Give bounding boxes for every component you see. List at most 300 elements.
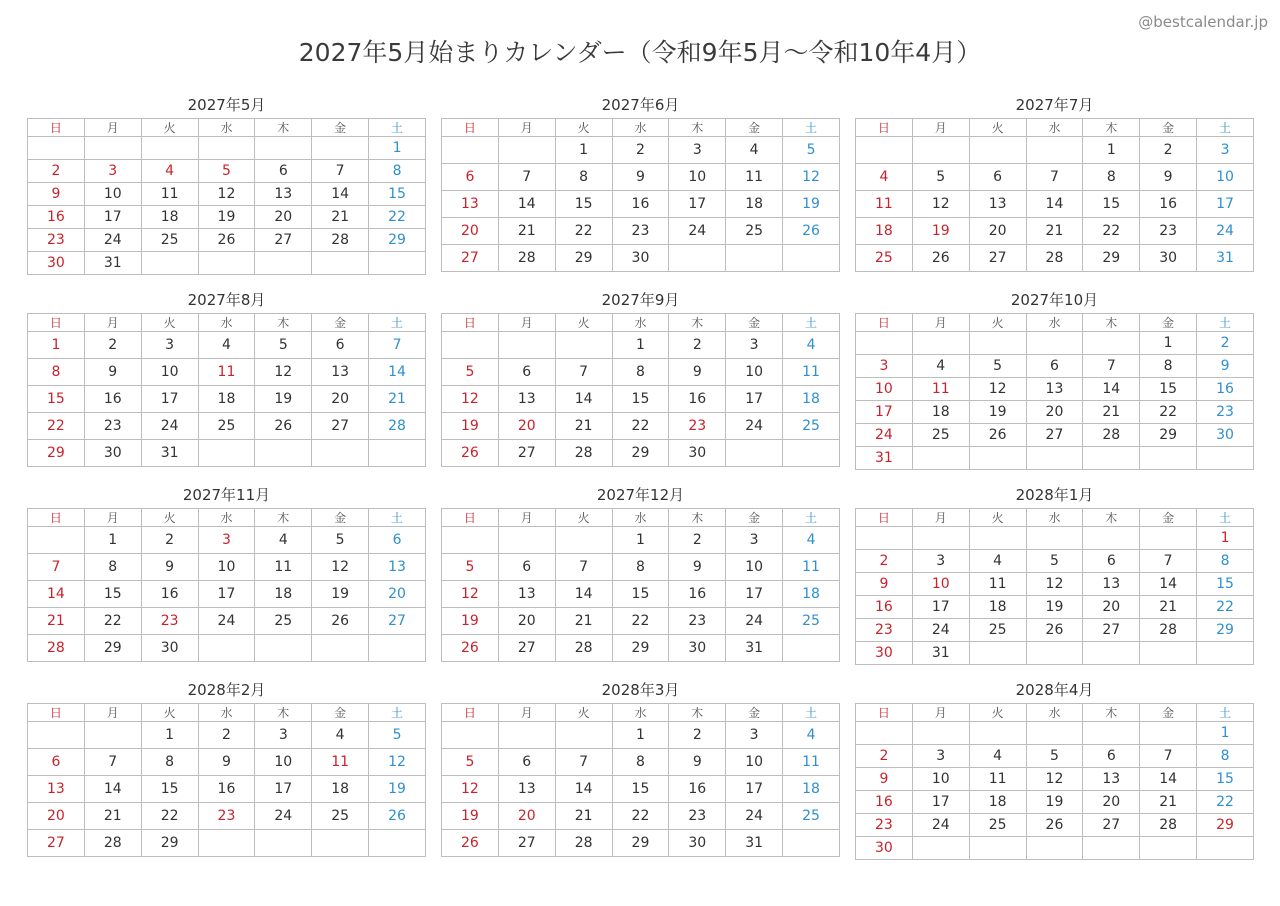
day-cell: 6	[498, 359, 555, 386]
day-cell: 24	[1197, 218, 1254, 245]
week-row	[856, 355, 1254, 378]
day-cell: 7	[312, 160, 369, 183]
weekday-header: 月	[498, 314, 555, 332]
day-cell: 27	[312, 413, 369, 440]
day-cell: 12	[369, 749, 426, 776]
day-cell: 10	[84, 183, 141, 206]
day-cell: 6	[28, 749, 85, 776]
weekday-header: 木	[255, 119, 312, 137]
day-cell: 1	[1083, 137, 1140, 164]
day-cell: 21	[555, 413, 612, 440]
week-row	[28, 749, 426, 776]
day-cell: 3	[669, 137, 726, 164]
day-cell: 28	[1140, 619, 1197, 642]
day-cell: 10	[912, 573, 969, 596]
day-cell: 20	[1083, 596, 1140, 619]
day-cell: 12	[255, 359, 312, 386]
day-cell: 17	[856, 401, 913, 424]
day-cell: 13	[1083, 573, 1140, 596]
weekday-header: 月	[498, 509, 555, 527]
day-cell: 15	[1197, 573, 1254, 596]
weekday-header: 金	[726, 314, 783, 332]
empty-cell	[1026, 527, 1083, 550]
day-cell: 8	[555, 164, 612, 191]
day-cell: 27	[28, 830, 85, 857]
day-cell: 21	[1026, 218, 1083, 245]
empty-cell	[369, 440, 426, 467]
day-cell: 9	[84, 359, 141, 386]
week-row	[28, 830, 426, 857]
day-cell: 8	[612, 554, 669, 581]
day-cell: 23	[1140, 218, 1197, 245]
day-cell: 9	[856, 573, 913, 596]
week-row	[28, 776, 426, 803]
day-cell: 13	[969, 191, 1026, 218]
empty-cell	[255, 830, 312, 857]
empty-cell	[312, 830, 369, 857]
week-row	[856, 137, 1254, 164]
day-cell: 8	[1083, 164, 1140, 191]
day-cell: 6	[498, 749, 555, 776]
day-cell: 9	[669, 359, 726, 386]
day-cell: 9	[28, 183, 85, 206]
day-cell: 25	[969, 619, 1026, 642]
day-cell: 25	[312, 803, 369, 830]
empty-cell	[1083, 722, 1140, 745]
day-cell: 30	[28, 252, 85, 275]
empty-cell	[856, 722, 913, 745]
empty-cell	[1083, 332, 1140, 355]
day-cell: 19	[969, 401, 1026, 424]
day-cell: 7	[555, 554, 612, 581]
weekday-header: 月	[498, 704, 555, 722]
day-cell: 24	[669, 218, 726, 245]
empty-cell	[28, 137, 85, 160]
week-row	[28, 183, 426, 206]
day-cell: 15	[1140, 378, 1197, 401]
week-row	[856, 573, 1254, 596]
weekday-header: 日	[28, 119, 85, 137]
day-cell: 27	[969, 245, 1026, 272]
day-cell: 22	[1197, 791, 1254, 814]
day-cell: 24	[726, 413, 783, 440]
day-cell: 11	[783, 749, 840, 776]
day-cell: 19	[442, 608, 499, 635]
day-cell: 17	[141, 386, 198, 413]
day-cell: 10	[198, 554, 255, 581]
weekday-header: 水	[198, 314, 255, 332]
day-cell: 30	[1197, 424, 1254, 447]
day-cell: 4	[969, 550, 1026, 573]
day-cell: 6	[442, 164, 499, 191]
day-cell: 10	[912, 768, 969, 791]
day-cell: 18	[969, 596, 1026, 619]
day-cell: 28	[28, 635, 85, 662]
day-cell: 19	[369, 776, 426, 803]
day-cell: 26	[369, 803, 426, 830]
weekday-header: 火	[969, 314, 1026, 332]
day-cell: 5	[198, 160, 255, 183]
weekday-header: 土	[369, 119, 426, 137]
weekday-header-row	[856, 509, 1254, 527]
day-cell: 7	[555, 749, 612, 776]
weekday-header: 土	[1197, 704, 1254, 722]
weekday-header: 火	[141, 314, 198, 332]
day-cell: 26	[198, 229, 255, 252]
day-cell: 13	[255, 183, 312, 206]
day-cell: 7	[1083, 355, 1140, 378]
day-cell: 7	[28, 554, 85, 581]
empty-cell	[198, 830, 255, 857]
day-cell: 2	[856, 550, 913, 573]
empty-cell	[969, 527, 1026, 550]
day-cell: 10	[669, 164, 726, 191]
week-row	[442, 440, 840, 467]
week-row	[856, 837, 1254, 860]
weekday-header: 火	[555, 119, 612, 137]
weekday-header: 木	[255, 314, 312, 332]
weekday-header: 火	[141, 704, 198, 722]
day-cell: 7	[84, 749, 141, 776]
day-cell: 4	[312, 722, 369, 749]
day-cell: 12	[312, 554, 369, 581]
empty-cell	[312, 440, 369, 467]
day-cell: 8	[84, 554, 141, 581]
day-cell: 31	[726, 635, 783, 662]
week-row	[856, 596, 1254, 619]
weekday-header: 土	[369, 509, 426, 527]
weekday-header: 木	[255, 704, 312, 722]
day-cell: 3	[726, 332, 783, 359]
weekday-header: 金	[1140, 314, 1197, 332]
empty-cell	[555, 332, 612, 359]
weekday-header: 土	[369, 704, 426, 722]
day-cell: 16	[1197, 378, 1254, 401]
day-cell: 26	[442, 830, 499, 857]
weekday-header: 月	[912, 314, 969, 332]
day-cell: 25	[255, 608, 312, 635]
day-cell: 21	[1140, 791, 1197, 814]
month-table	[27, 703, 426, 857]
weekday-header: 金	[1140, 509, 1197, 527]
day-cell: 4	[198, 332, 255, 359]
day-cell: 18	[255, 581, 312, 608]
weekday-header-row	[28, 704, 426, 722]
day-cell: 29	[1140, 424, 1197, 447]
day-cell: 8	[612, 749, 669, 776]
day-cell: 8	[1197, 550, 1254, 573]
day-cell: 23	[612, 218, 669, 245]
empty-cell	[783, 830, 840, 857]
week-row	[28, 554, 426, 581]
day-cell: 2	[28, 160, 85, 183]
day-cell: 2	[612, 137, 669, 164]
day-cell: 17	[1197, 191, 1254, 218]
day-cell: 16	[856, 791, 913, 814]
weekday-header: 木	[669, 704, 726, 722]
day-cell: 6	[1083, 745, 1140, 768]
month-calendar	[855, 289, 1254, 470]
day-cell: 1	[141, 722, 198, 749]
empty-cell	[498, 137, 555, 164]
week-row	[28, 160, 426, 183]
day-cell: 23	[141, 608, 198, 635]
month-title: 2028年3月	[601, 681, 680, 699]
empty-cell	[442, 527, 499, 554]
day-cell: 15	[84, 581, 141, 608]
week-row	[28, 359, 426, 386]
day-cell: 21	[555, 608, 612, 635]
day-cell: 27	[369, 608, 426, 635]
day-cell: 21	[1083, 401, 1140, 424]
empty-cell	[255, 440, 312, 467]
weekday-header: 日	[856, 119, 913, 137]
day-cell: 1	[1197, 722, 1254, 745]
day-cell: 1	[1197, 527, 1254, 550]
day-cell: 29	[612, 440, 669, 467]
week-row	[442, 749, 840, 776]
day-cell: 8	[612, 359, 669, 386]
day-cell: 24	[726, 608, 783, 635]
weekday-header: 火	[969, 119, 1026, 137]
day-cell: 26	[969, 424, 1026, 447]
month-table	[855, 313, 1254, 470]
empty-cell	[312, 137, 369, 160]
day-cell: 12	[783, 164, 840, 191]
day-cell: 3	[141, 332, 198, 359]
day-cell: 30	[856, 837, 913, 860]
day-cell: 1	[612, 722, 669, 749]
day-cell: 3	[726, 527, 783, 554]
week-row	[28, 252, 426, 275]
day-cell: 31	[726, 830, 783, 857]
month-table	[27, 508, 426, 662]
day-cell: 3	[856, 355, 913, 378]
weekday-header: 土	[1197, 314, 1254, 332]
weekday-header: 火	[969, 509, 1026, 527]
month-calendar	[27, 94, 426, 275]
day-cell: 25	[783, 413, 840, 440]
day-cell: 7	[498, 164, 555, 191]
day-cell: 30	[856, 642, 913, 665]
empty-cell	[856, 137, 913, 164]
day-cell: 21	[28, 608, 85, 635]
day-cell: 18	[783, 386, 840, 413]
empty-cell	[1140, 722, 1197, 745]
week-row	[442, 191, 840, 218]
day-cell: 16	[612, 191, 669, 218]
day-cell: 6	[312, 332, 369, 359]
day-cell: 19	[783, 191, 840, 218]
day-cell: 14	[498, 191, 555, 218]
day-cell: 4	[856, 164, 913, 191]
week-row	[442, 776, 840, 803]
day-cell: 30	[669, 440, 726, 467]
empty-cell	[198, 252, 255, 275]
empty-cell	[442, 137, 499, 164]
week-row	[856, 814, 1254, 837]
day-cell: 8	[1140, 355, 1197, 378]
week-row	[856, 218, 1254, 245]
week-row	[856, 768, 1254, 791]
month-table	[855, 118, 1254, 272]
day-cell: 11	[312, 749, 369, 776]
page-title: 2027年5月始まりカレンダー（令和9年5月〜令和10年4月）	[298, 38, 982, 67]
day-cell: 15	[612, 386, 669, 413]
day-cell: 23	[856, 619, 913, 642]
week-row	[856, 745, 1254, 768]
day-cell: 1	[28, 332, 85, 359]
day-cell: 27	[1083, 619, 1140, 642]
empty-cell	[912, 837, 969, 860]
day-cell: 16	[669, 581, 726, 608]
day-cell: 10	[141, 359, 198, 386]
empty-cell	[1026, 137, 1083, 164]
day-cell: 2	[1140, 137, 1197, 164]
calendar-grid	[27, 94, 1253, 860]
month-title: 2027年11月	[182, 486, 271, 504]
day-cell: 22	[612, 608, 669, 635]
weekday-header: 月	[84, 314, 141, 332]
month-calendar	[855, 484, 1254, 665]
day-cell: 19	[1026, 791, 1083, 814]
day-cell: 27	[498, 830, 555, 857]
day-cell: 22	[84, 608, 141, 635]
empty-cell	[1140, 642, 1197, 665]
day-cell: 5	[312, 527, 369, 554]
day-cell: 11	[726, 164, 783, 191]
month-title: 2028年1月	[1015, 486, 1094, 504]
day-cell: 2	[669, 722, 726, 749]
day-cell: 14	[1140, 768, 1197, 791]
weekday-header: 水	[198, 704, 255, 722]
day-cell: 20	[1026, 401, 1083, 424]
month-title: 2027年8月	[187, 291, 266, 309]
weekday-header: 土	[783, 119, 840, 137]
day-cell: 22	[555, 218, 612, 245]
weekday-header: 土	[369, 314, 426, 332]
day-cell: 17	[726, 776, 783, 803]
day-cell: 3	[726, 722, 783, 749]
week-row	[442, 527, 840, 554]
day-cell: 14	[84, 776, 141, 803]
day-cell: 14	[555, 776, 612, 803]
day-cell: 8	[28, 359, 85, 386]
day-cell: 4	[726, 137, 783, 164]
day-cell: 10	[726, 554, 783, 581]
day-cell: 22	[612, 803, 669, 830]
empty-cell	[198, 635, 255, 662]
day-cell: 23	[669, 803, 726, 830]
day-cell: 6	[1083, 550, 1140, 573]
week-row	[28, 229, 426, 252]
empty-cell	[669, 245, 726, 272]
day-cell: 27	[498, 635, 555, 662]
weekday-header: 水	[1026, 314, 1083, 332]
weekday-header: 木	[1083, 314, 1140, 332]
day-cell: 5	[1026, 550, 1083, 573]
month-table	[441, 118, 840, 272]
day-cell: 29	[612, 830, 669, 857]
weekday-header: 土	[1197, 509, 1254, 527]
week-row	[442, 332, 840, 359]
day-cell: 25	[783, 608, 840, 635]
month-calendar	[27, 484, 426, 665]
day-cell: 13	[1083, 768, 1140, 791]
day-cell: 1	[369, 137, 426, 160]
weekday-header: 水	[198, 509, 255, 527]
day-cell: 15	[1197, 768, 1254, 791]
day-cell: 18	[198, 386, 255, 413]
day-cell: 26	[312, 608, 369, 635]
day-cell: 16	[198, 776, 255, 803]
day-cell: 11	[198, 359, 255, 386]
week-row	[28, 440, 426, 467]
day-cell: 7	[369, 332, 426, 359]
week-row	[28, 803, 426, 830]
day-cell: 24	[198, 608, 255, 635]
day-cell: 27	[1083, 814, 1140, 837]
empty-cell	[1026, 837, 1083, 860]
month-title: 2027年7月	[1015, 96, 1094, 114]
month-table	[27, 118, 426, 275]
weekday-header: 木	[669, 119, 726, 137]
empty-cell	[1197, 837, 1254, 860]
day-cell: 26	[442, 635, 499, 662]
empty-cell	[856, 527, 913, 550]
month-calendar	[441, 484, 840, 665]
day-cell: 4	[783, 527, 840, 554]
empty-cell	[856, 332, 913, 355]
day-cell: 3	[912, 745, 969, 768]
empty-cell	[1026, 722, 1083, 745]
day-cell: 30	[612, 245, 669, 272]
week-row	[856, 245, 1254, 272]
month-title: 2027年12月	[596, 486, 685, 504]
day-cell: 11	[912, 378, 969, 401]
day-cell: 15	[1083, 191, 1140, 218]
day-cell: 24	[255, 803, 312, 830]
empty-cell	[198, 137, 255, 160]
day-cell: 28	[498, 245, 555, 272]
weekday-header: 火	[141, 509, 198, 527]
weekday-header: 月	[912, 509, 969, 527]
day-cell: 14	[369, 359, 426, 386]
day-cell: 18	[969, 791, 1026, 814]
day-cell: 7	[1026, 164, 1083, 191]
empty-cell	[912, 332, 969, 355]
weekday-header: 月	[912, 704, 969, 722]
day-cell: 26	[783, 218, 840, 245]
day-cell: 15	[612, 776, 669, 803]
empty-cell	[28, 527, 85, 554]
week-row	[856, 424, 1254, 447]
day-cell: 19	[442, 413, 499, 440]
day-cell: 7	[555, 359, 612, 386]
weekday-header: 木	[1083, 509, 1140, 527]
week-row	[442, 413, 840, 440]
weekday-header: 月	[84, 704, 141, 722]
day-cell: 15	[612, 581, 669, 608]
weekday-header: 水	[612, 314, 669, 332]
day-cell: 13	[369, 554, 426, 581]
empty-cell	[28, 722, 85, 749]
day-cell: 12	[1026, 573, 1083, 596]
weekday-header: 金	[312, 119, 369, 137]
weekday-header: 火	[141, 119, 198, 137]
day-cell: 29	[612, 635, 669, 662]
week-row	[28, 527, 426, 554]
